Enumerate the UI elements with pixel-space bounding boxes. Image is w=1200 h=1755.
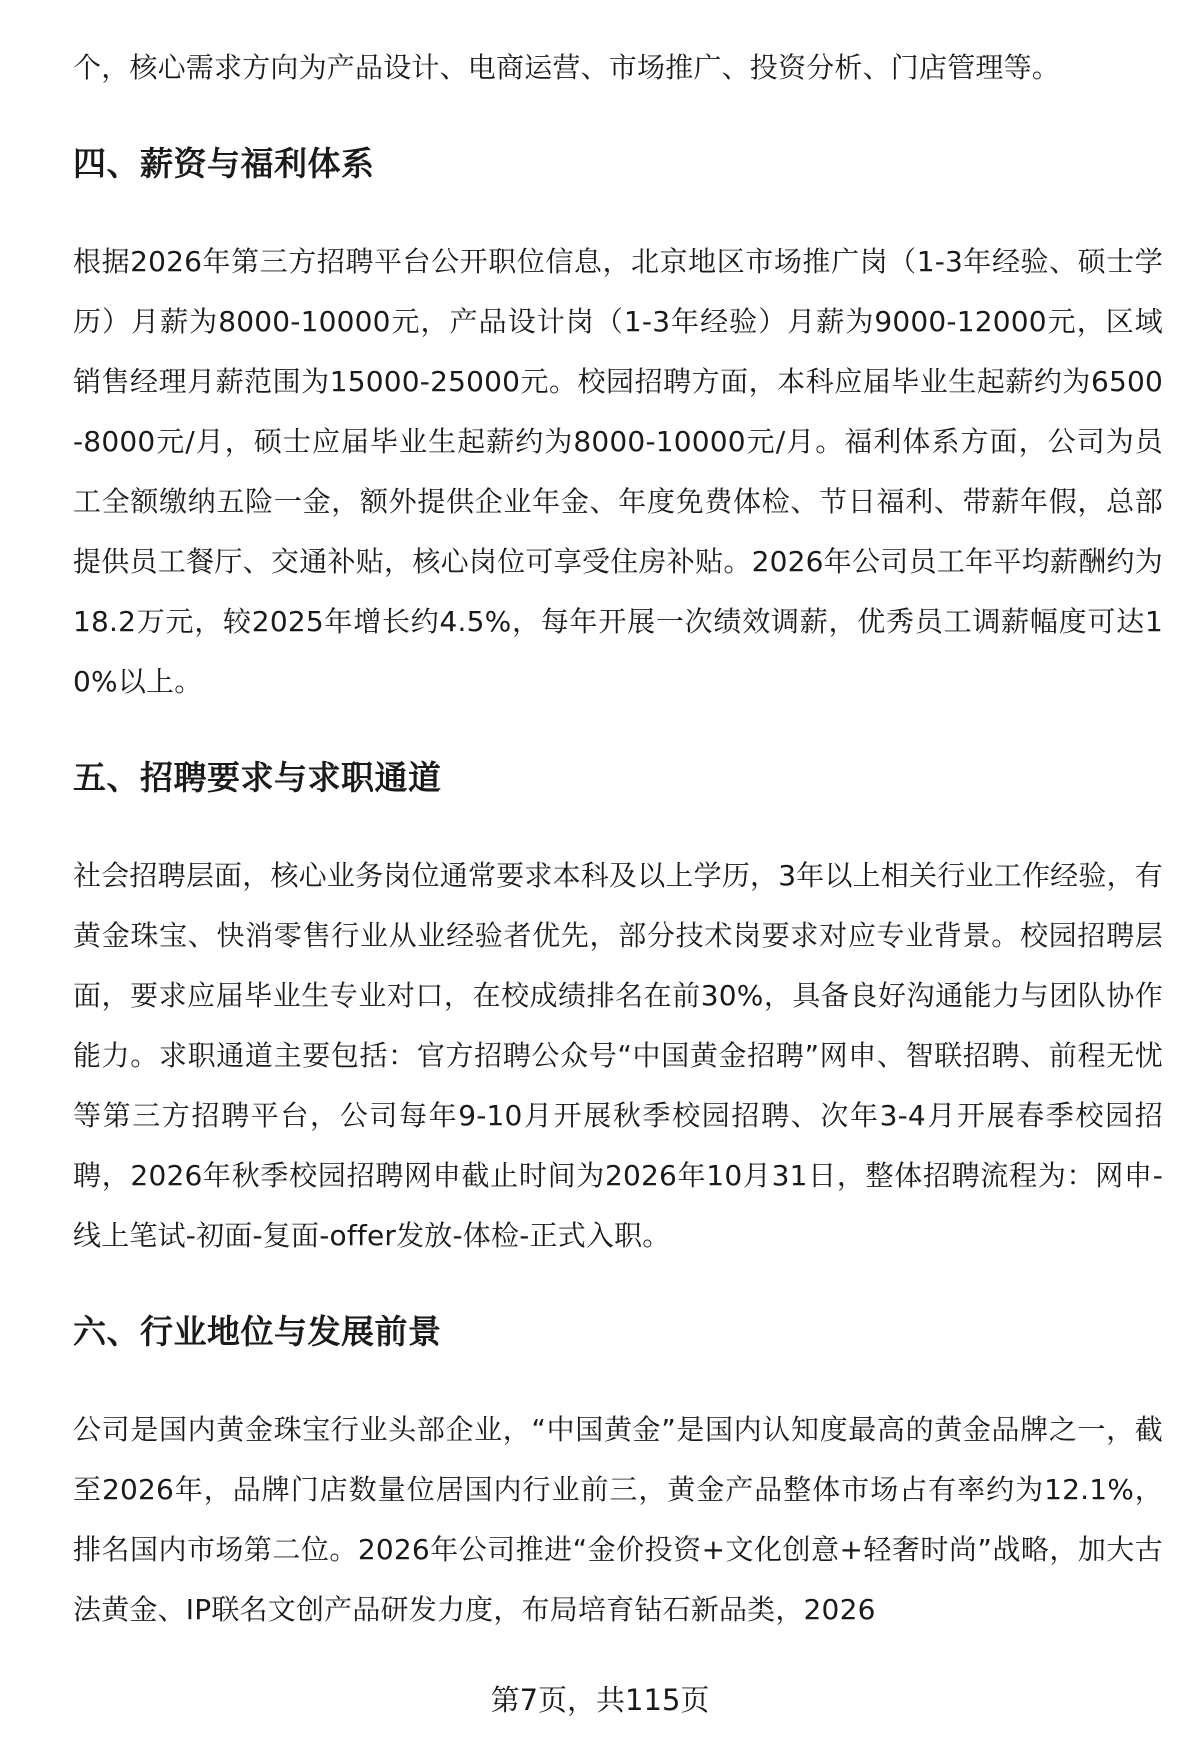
- section-6-heading: 六、行业地位与发展前景: [73, 1312, 442, 1351]
- section-6-paragraph: 公司是国内黄金珠宝行业头部企业，“中国黄金”是国内认知度最高的黄金品牌之一，截至2026年，品牌门店数量位居国内行业前三，黄金产品整体市场占有率约为12.1%，排名国内市场第二位。2026年公司推进“金价投资+文化创意+轻奢时尚”战略，加大古法黄金、IP联名文创产品研发力度，布局培育钻石新品类，2026: [73, 1413, 1163, 1626]
- section-4-heading: 四、薪资与福利体系: [73, 144, 375, 183]
- section-5-heading: 五、招聘要求与求职通道: [73, 758, 442, 797]
- section-5-paragraph: 社会招聘层面，核心业务岗位通常要求本科及以上学历，3年以上相关行业工作经验，有黄金珠宝、快消零售行业从业经验者优先，部分技术岗要求对应专业背景。校园招聘层面，要求应届毕业生专业对口，在校成绩排名在前30%，具备良好沟通能力与团队协作能力。求职通道主要包括：官方招聘公众号“中国黄金招聘”网申、智联招聘、前程无忧等第三方招聘平台，公司每年9-10月开展秋季校园招聘、次年3-4月开展春季校园招聘，2026年秋季校园招聘网申截止时间为2026年10月31日，整体招聘流程为：网申-线上笔试-初面-复面-offer发放-体检-正式入职。: [73, 859, 1163, 1252]
- document-body: [73, 38, 1163, 1640]
- page-number-footer: 第7页，共115页: [490, 1683, 710, 1717]
- section-4-paragraph: 根据2026年第三方招聘平台公开职位信息，北京地区市场推广岗（1-3年经验、硕士学历）月薪为8000-10000元，产品设计岗（1-3年经验）月薪为9000-12000元，区域销售经理月薪范围为15000-25000元。校园招聘方面，本科应届毕业生起薪约为6500-8000元/月，硕士应届毕业生起薪约为8000-10000元/月。福利体系方面，公司为员工全额缴纳五险一金，额外提供企业年金、年度免费体检、节日福利、带薪年假，总部提供员工餐厅、交通补贴，核心岗位可享受住房补贴。2026年公司员工年平均薪酬约为18.2万元，较2025年增长约4.5%，每年开展一次绩效调薪，优秀员工调薪幅度可达10%以上。: [73, 245, 1163, 698]
- intro-paragraph-tail: 个，核心需求方向为产品设计、电商运营、市场推广、投资分析、门店管理等。: [73, 51, 1061, 84]
